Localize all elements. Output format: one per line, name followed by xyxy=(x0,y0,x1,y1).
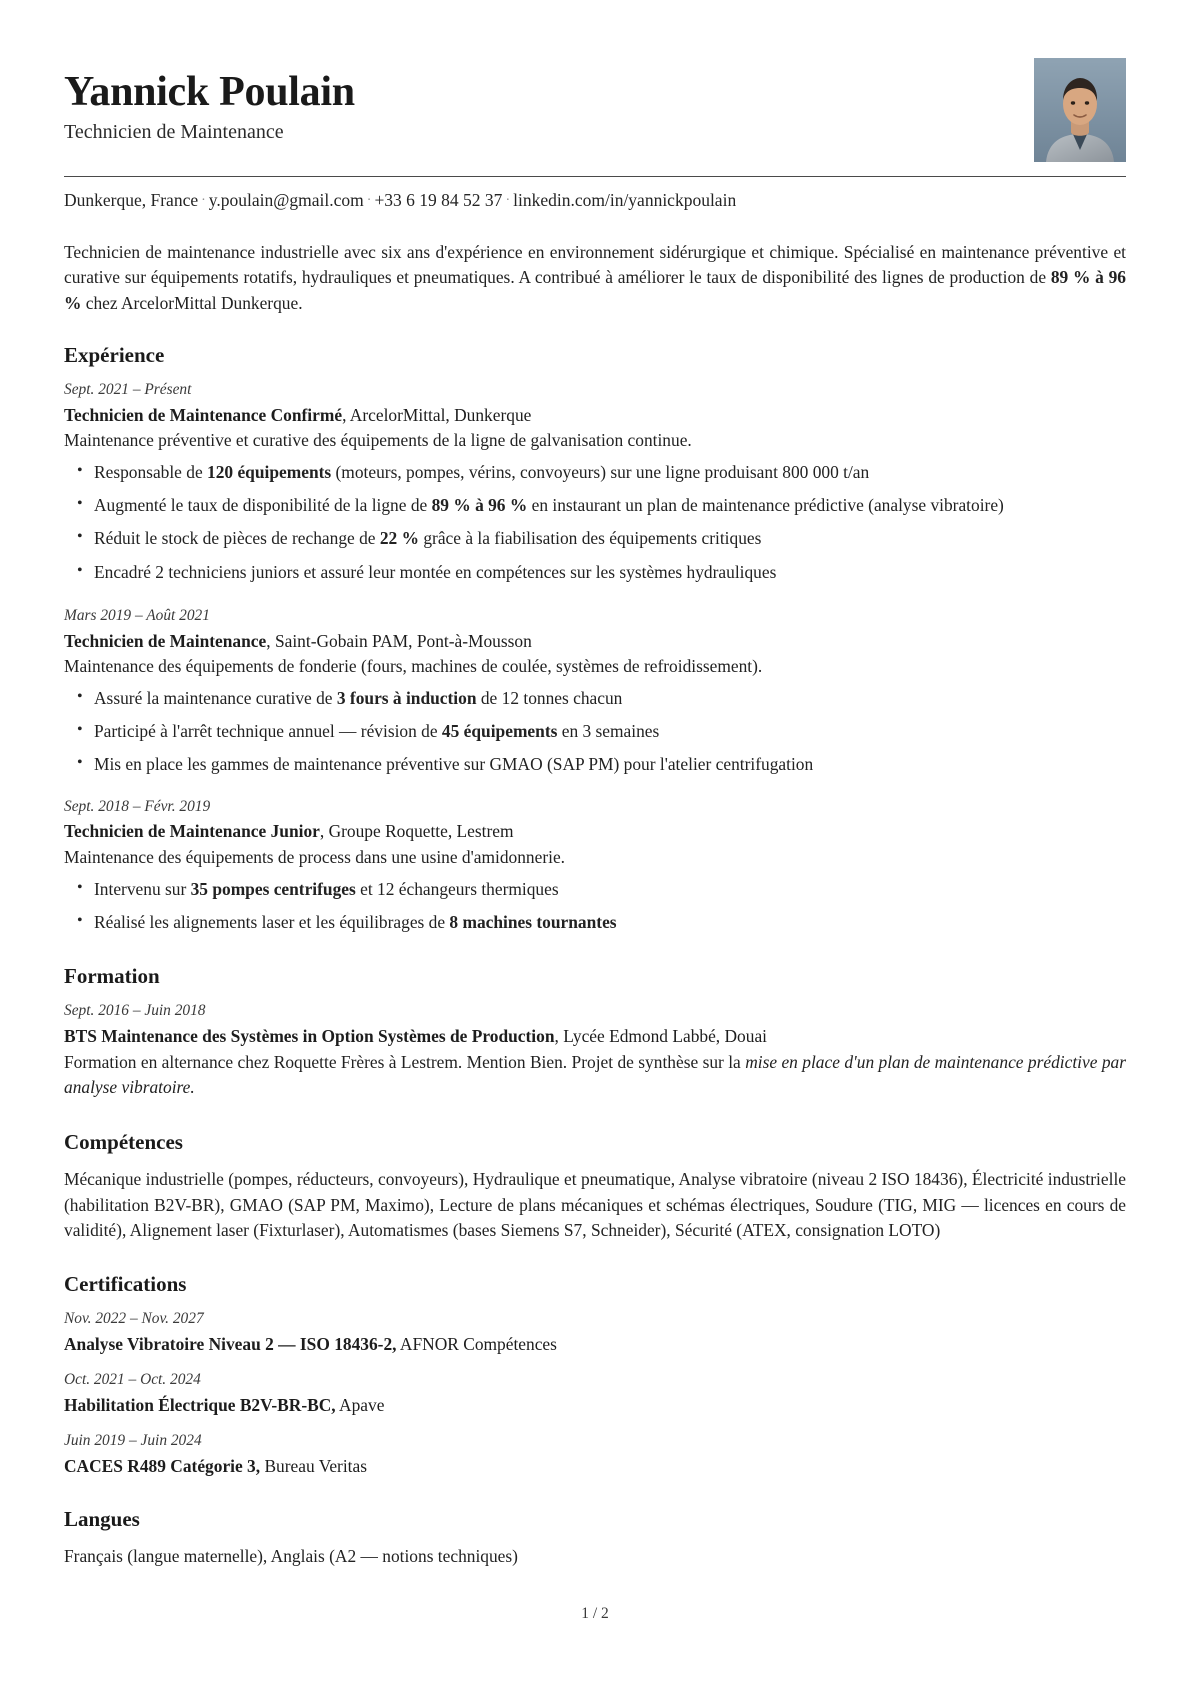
section-certifications xyxy=(64,1272,1126,1479)
bullet-text-pre: Réduit le stock de pièces de rechange de xyxy=(94,528,380,549)
section-experience xyxy=(64,343,1126,935)
experience-entry xyxy=(64,606,1126,777)
list-item xyxy=(64,687,1126,710)
contact-phone[interactable]: +33 6 19 84 52 37 xyxy=(374,190,503,210)
certification-entry xyxy=(64,1370,1126,1417)
bullet-text-post: de 12 tonnes chacun xyxy=(476,688,623,709)
bullet-text-post: en 3 semaines xyxy=(557,721,660,742)
bullet-text-bold: 3 fours à induction xyxy=(336,688,477,709)
langues-text: Français (langue maternelle), Anglais (A2 — notions techniques) xyxy=(64,1545,518,1566)
summary-highlight: 89 % à 96 % xyxy=(64,267,1126,314)
certification-date: Nov. 2022 – Nov. 2027 xyxy=(64,1310,204,1328)
formation-date: Sept. 2016 – Juin 2018 xyxy=(64,1002,206,1020)
list-item xyxy=(64,494,1126,517)
list-item xyxy=(64,561,1126,584)
experience-company: , Saint-Gobain PAM, Pont-à-Mousson xyxy=(266,630,532,651)
experience-description: Maintenance des équipements de process dans une usine d'amidonnerie. xyxy=(64,846,566,867)
certification-name: Analyse Vibratoire Niveau 2 — ISO 18436-2, xyxy=(64,1333,397,1354)
header-divider xyxy=(64,176,1126,177)
summary-text-part2: chez ArcelorMittal Dunkerque. xyxy=(81,293,303,314)
bullet-text-pre: Mis en place les gammes de maintenance préventive sur GMAO (SAP PM) pour l'atelier centrifugation xyxy=(94,754,814,775)
bullet-text-bold: 45 équipements xyxy=(441,721,558,742)
contact-line xyxy=(64,189,1126,213)
list-item xyxy=(64,527,1126,550)
bullet-text-pre: Intervenu sur xyxy=(94,878,191,899)
certification-date: Juin 2019 – Juin 2024 xyxy=(64,1432,202,1450)
professional-summary xyxy=(64,240,1126,317)
section-title-experience: Expérience xyxy=(64,342,165,367)
section-formation xyxy=(64,964,1126,1100)
section-title-formation: Formation xyxy=(64,964,160,989)
bullet-text-pre: Encadré 2 techniciens juniors et assuré leur montée en compétences sur les systèmes hydrauliques xyxy=(94,561,777,582)
experience-title xyxy=(64,629,1126,653)
contact-separator-icon: · xyxy=(201,193,206,208)
certification-date: Oct. 2021 – Oct. 2024 xyxy=(64,1371,201,1389)
bullet-text-pre: Participé à l'arrêt technique annuel — révision de xyxy=(94,721,442,742)
contact-separator-icon: · xyxy=(366,193,372,208)
bullet-text-post: grâce à la fiabilisation des équipements critiques xyxy=(419,528,762,549)
certification-title xyxy=(64,1454,1126,1478)
avatar xyxy=(1034,58,1126,162)
list-item xyxy=(64,911,1126,934)
formation-description xyxy=(64,1050,1126,1100)
list-item xyxy=(64,753,1126,776)
experience-title xyxy=(64,403,1126,427)
portrait-photo-icon xyxy=(1034,58,1126,162)
resume-header xyxy=(64,56,1126,162)
list-item xyxy=(64,461,1126,484)
bullet-text-bold: 22 % xyxy=(379,528,419,549)
section-title-competences: Compétences xyxy=(64,1130,183,1155)
list-item xyxy=(64,878,1126,901)
experience-bullet-list xyxy=(64,461,1126,584)
certification-issuer: Apave xyxy=(335,1395,385,1416)
competences-text: Mécanique industrielle (pompes, réducteurs, convoyeurs), Hydraulique et pneumatique, Analyse vibratoire (niveau 2 ISO 18436), Électricité industrielle (habilitation B2V-BR), GMAO (SAP PM, Maximo), Lecture de plans mécaniques et schémas électriques, Soudure (TIG, MIG — licences en cours de validité), Alignement laser (Fixturlaser), Automatismes (bases Siemens S7, Schneider), Sécurité (ATEX, consignation LOTO) xyxy=(64,1169,1126,1241)
bullet-text-bold: 8 machines tournantes xyxy=(449,912,617,933)
experience-bullet-list xyxy=(64,687,1126,776)
contact-email[interactable]: y.poulain@gmail.com xyxy=(208,190,364,210)
page-footer xyxy=(0,1605,1190,1623)
experience-entry xyxy=(64,380,1126,584)
section-langues xyxy=(64,1507,1126,1570)
section-title-langues: Langues xyxy=(64,1506,140,1531)
bullet-text-post: et 12 échangeurs thermiques xyxy=(355,878,559,899)
bullet-text-bold: 120 équipements xyxy=(207,462,332,483)
certification-title xyxy=(64,1332,1126,1356)
job-headline: Technicien de Maintenance xyxy=(64,121,284,144)
experience-date: Sept. 2018 – Févr. 2019 xyxy=(64,797,211,815)
certification-title xyxy=(64,1393,1126,1417)
bullet-text-pre: Réalisé les alignements laser et les équilibrages de xyxy=(94,912,450,933)
summary-text-part1: Technicien de maintenance industrielle avec six ans d'expérience en environnement sidérurgique et chimique. Spécialisé en maintenance préventive et curative sur équipements rotatifs, hydrauliques et pneumatiques. A contribué à améliorer le taux de disponibilité des lignes de production de xyxy=(64,241,1126,288)
page-number: 1 / 2 xyxy=(581,1605,609,1622)
experience-role: Technicien de Maintenance Junior xyxy=(64,821,320,842)
certification-entry xyxy=(64,1309,1126,1356)
contact-separator-icon: · xyxy=(505,193,511,208)
section-title-certifications: Certifications xyxy=(64,1271,187,1296)
certification-issuer: AFNOR Compétences xyxy=(396,1333,557,1354)
experience-description: Maintenance des équipements de fonderie (fours, machines de coulée, systèmes de refroidissement). xyxy=(64,655,763,676)
certification-entry xyxy=(64,1431,1126,1478)
formation-desc-pre: Formation en alternance chez Roquette Frères à Lestrem. Mention Bien. Projet de synthèse sur la xyxy=(64,1051,746,1072)
formation-desc-italic: mise en place d'un plan de maintenance prédictive par analyse vibratoire. xyxy=(64,1051,1126,1097)
experience-role: Technicien de Maintenance Confirmé xyxy=(64,404,343,425)
certification-name: CACES R489 Catégorie 3, xyxy=(64,1456,261,1477)
experience-date: Sept. 2021 – Présent xyxy=(64,380,192,398)
certification-issuer: Bureau Veritas xyxy=(260,1456,367,1477)
experience-company: , Groupe Roquette, Lestrem xyxy=(319,821,514,842)
formation-degree: BTS Maintenance des Systèmes in Option Systèmes de Production xyxy=(64,1026,555,1047)
experience-description: Maintenance préventive et curative des équipements de la ligne de galvanisation continue. xyxy=(64,429,692,450)
bullet-text-bold: 35 pompes centrifuges xyxy=(190,878,356,899)
contact-location: Dunkerque, France xyxy=(64,190,199,210)
bullet-text-pre: Augmenté le taux de disponibilité de la ligne de xyxy=(94,495,432,516)
experience-date: Mars 2019 – Août 2021 xyxy=(64,606,210,624)
contact-linkedin[interactable]: linkedin.com/in/yannickpoulain xyxy=(513,190,737,210)
formation-entry xyxy=(64,1001,1126,1100)
bullet-text-post: (moteurs, pompes, vérins, convoyeurs) sur une ligne produisant 800 000 t/an xyxy=(331,462,870,483)
formation-degree-line xyxy=(64,1024,1126,1048)
bullet-text-post: en instaurant un plan de maintenance prédictive (analyse vibratoire) xyxy=(527,495,1004,516)
bullet-text-bold: 89 % à 96 % xyxy=(431,495,528,516)
bullet-text-pre: Responsable de xyxy=(94,462,208,483)
experience-bullet-list xyxy=(64,878,1126,934)
list-item xyxy=(64,720,1126,743)
section-competences xyxy=(64,1130,1126,1244)
experience-company: , ArcelorMittal, Dunkerque xyxy=(342,404,532,425)
page-title: Yannick Poulain xyxy=(64,69,355,115)
bullet-text-pre: Assuré la maintenance curative de xyxy=(94,688,337,709)
certification-name: Habilitation Électrique B2V-BR-BC, xyxy=(64,1395,336,1416)
experience-role: Technicien de Maintenance xyxy=(64,630,267,651)
experience-title xyxy=(64,819,1126,843)
header-text-block xyxy=(64,56,355,144)
formation-school: , Lycée Edmond Labbé, Douai xyxy=(554,1026,767,1047)
experience-entry xyxy=(64,797,1126,935)
